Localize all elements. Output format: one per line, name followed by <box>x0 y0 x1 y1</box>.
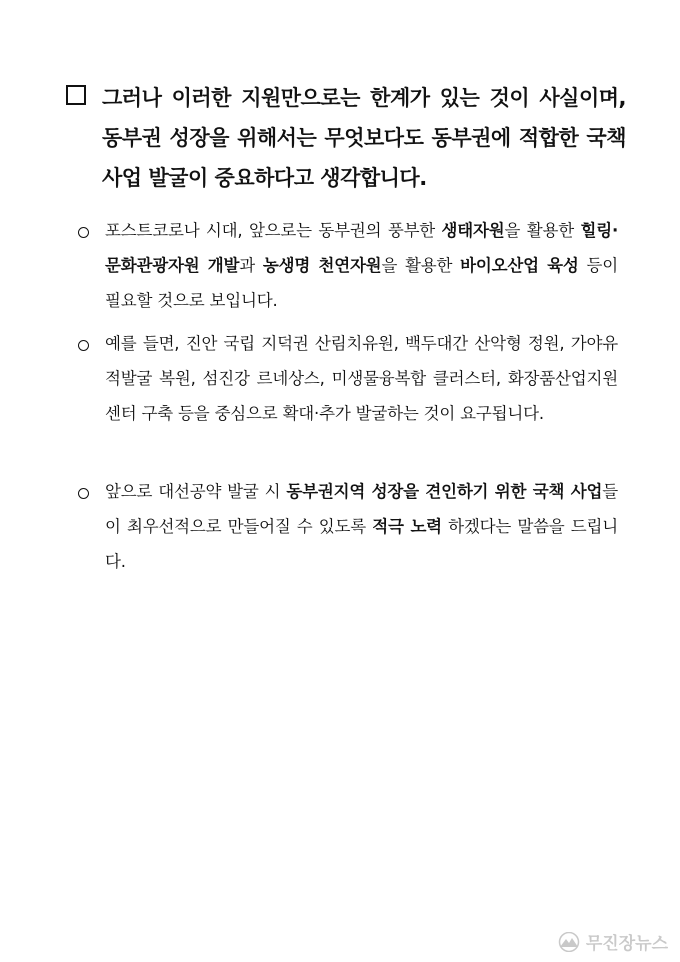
bullet-item-2 <box>78 326 618 431</box>
bullet-text-3 <box>105 474 618 579</box>
bullet-1-bold-2: 힐링·문화관광자원 개발 <box>105 221 619 275</box>
bullet-item-3 <box>78 474 618 579</box>
bullet-1-part-2: 을 활용한 <box>504 221 581 240</box>
circle-bullet-icon <box>78 227 89 238</box>
checkbox-square-icon <box>66 85 86 105</box>
bullet-3-bold-2: 적극 노력 <box>372 517 442 536</box>
watermark <box>556 929 668 954</box>
bullet-3-part-1: 앞으로 대선공약 발굴 시 <box>105 482 287 501</box>
circle-bullet-icon <box>78 340 89 351</box>
bullet-3-bold-1: 동부권지역 성장을 견인하기 위한 국책 사업 <box>286 482 603 501</box>
circle-bullet-icon <box>78 488 89 499</box>
bullet-1-bold-1: 생태자원 <box>441 221 505 240</box>
bullet-1-bold-4: 바이오산업 육성 <box>460 256 579 275</box>
bullet-3-part-2: 들이 최우선적으로 만들어질 수 있도록 <box>105 482 618 536</box>
bullet-item-1 <box>78 213 618 318</box>
bullet-text-2: 예를 들면, 진안 국립 지덕권 산림치유원, 백두대간 산악형 정원, 가야유적발굴 복원, 섬진강 르네상스, 미생물융복합 클러스터, 화장품산업지원센터 구축 등을 중심으로 확대·추가 발굴하는 것이 요구됩니다. <box>105 334 618 423</box>
bullet-1-part-1: 포스트코로나 시대, 앞으로는 동부권의 풍부한 <box>105 221 442 240</box>
bullet-1-part-5: 등이 필요할 것으로 보입니다. <box>105 256 619 310</box>
bullet-text-1 <box>105 213 618 318</box>
bullet-3-part-3: 하겠다는 말씀을 드립니다. <box>105 517 618 571</box>
bullet-1-part-4: 을 활용한 <box>381 256 461 275</box>
section-heading <box>66 78 626 198</box>
bullet-1-bold-3: 농생명 천연자원 <box>262 256 382 275</box>
mountain-logo-icon <box>556 932 582 952</box>
heading-text: 그러나 이러한 지원만으로는 한계가 있는 것이 사실이며, 동부권 성장을 위해서는 무엇보다도 동부권에 적합한 국책사업 발굴이 중요하다고 생각합니다. <box>102 86 626 190</box>
bullet-1-part-3: 과 <box>239 256 263 275</box>
watermark-text: 무진장뉴스 <box>585 934 668 954</box>
